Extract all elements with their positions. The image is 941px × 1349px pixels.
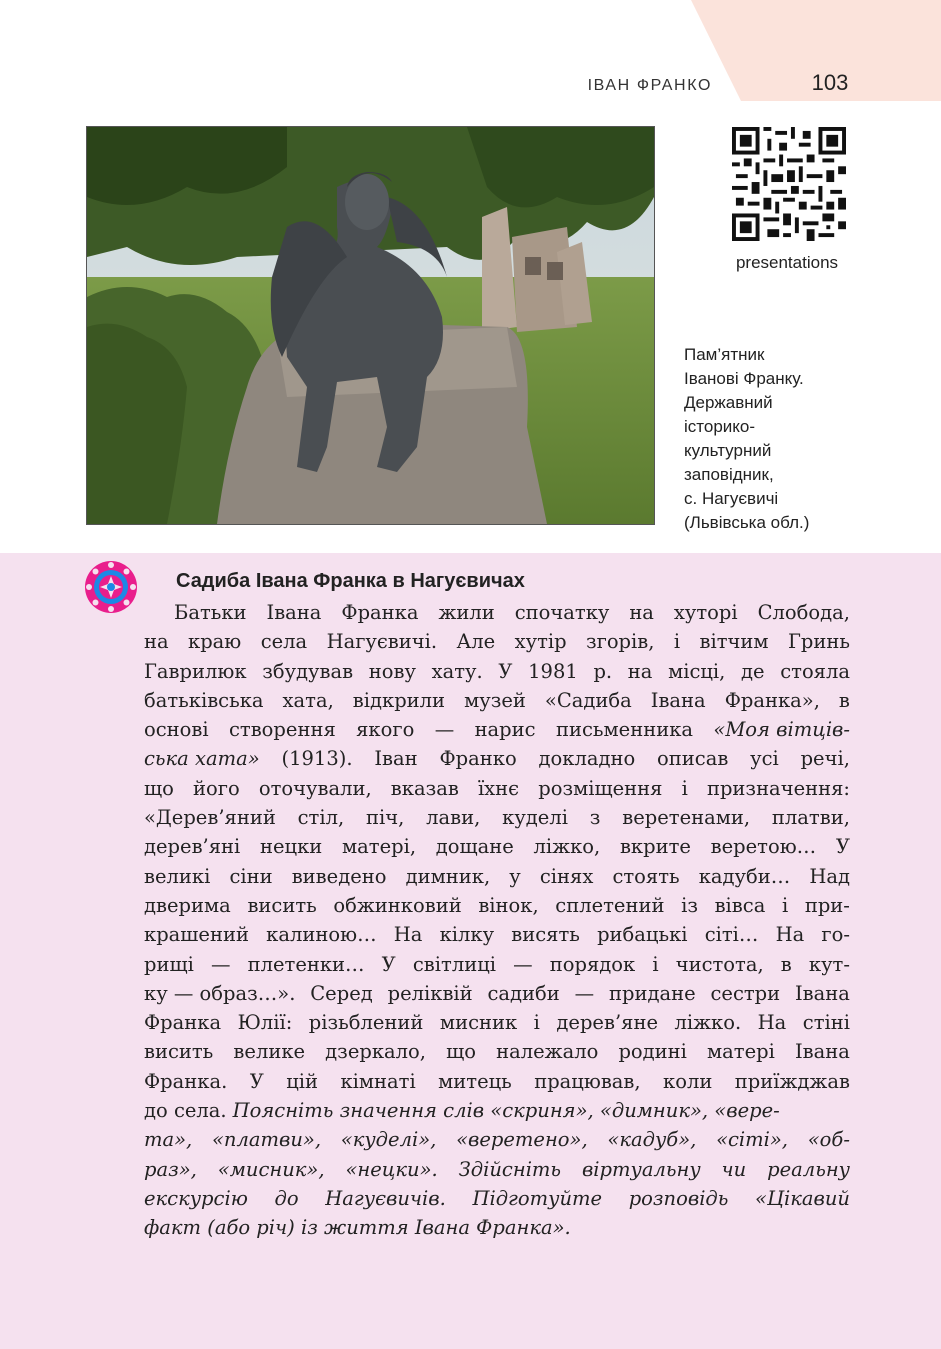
text-word: виведено bbox=[291, 864, 387, 888]
text-word: родині bbox=[618, 1040, 687, 1064]
text-word: На bbox=[775, 923, 805, 947]
text-word: куделі bbox=[502, 806, 568, 830]
text-line bbox=[144, 1213, 850, 1242]
text-word: екскурсію bbox=[144, 1186, 248, 1210]
text-word: створення bbox=[229, 718, 336, 742]
text-line bbox=[144, 1008, 850, 1037]
text-word: Поясніть значення слів «скриня», «димник», «вере- bbox=[232, 1099, 780, 1123]
text-word: музей bbox=[464, 688, 526, 712]
text-word: в bbox=[838, 688, 850, 712]
text-word: дерев’яні bbox=[144, 835, 241, 859]
text-line bbox=[144, 715, 850, 744]
text-word: обжинковий bbox=[333, 893, 462, 917]
text-line bbox=[144, 774, 850, 803]
text-word: раз», bbox=[144, 1157, 197, 1181]
text-word: відкрили bbox=[352, 688, 446, 712]
monument-photo bbox=[86, 126, 655, 525]
text-word: належало bbox=[496, 1040, 599, 1064]
text-word: — bbox=[574, 981, 595, 1005]
text-word: «Цікавий bbox=[755, 1186, 850, 1210]
running-head: ІВАН ФРАНКО bbox=[587, 77, 712, 94]
text-word: вінок, bbox=[478, 893, 539, 917]
text-word: речі, bbox=[800, 747, 850, 771]
text-word: Нагуєвичі. bbox=[326, 630, 438, 654]
text-word: нецки bbox=[260, 835, 323, 859]
caption-line: заповідник, bbox=[684, 465, 774, 484]
text-word: «Садиба bbox=[544, 688, 632, 712]
text-word: У bbox=[498, 659, 513, 683]
caption-line: с. Нагуєвичі bbox=[684, 489, 779, 508]
text-word: — bbox=[210, 952, 231, 976]
text-word: «мисник», bbox=[217, 1157, 325, 1181]
text-word: «сіті», bbox=[716, 1128, 789, 1152]
text-word: 1981 bbox=[528, 659, 578, 683]
text-word: Над bbox=[809, 864, 850, 888]
text-word: згорів, bbox=[585, 630, 655, 654]
text-word: сіни bbox=[229, 864, 273, 888]
text-word: велике bbox=[233, 1040, 306, 1064]
text-word: стіл, bbox=[297, 806, 345, 830]
text-word: розповідь bbox=[628, 1186, 729, 1210]
text-word: — bbox=[434, 718, 455, 742]
text-word: Здійсніть bbox=[458, 1157, 562, 1181]
text-word: і bbox=[652, 952, 659, 976]
qr-label: presentations bbox=[735, 253, 839, 272]
text-word: місці, bbox=[668, 659, 726, 683]
text-word: цій bbox=[286, 1069, 319, 1093]
text-word: сіті… bbox=[704, 923, 759, 947]
text-word: вітчим bbox=[699, 630, 769, 654]
text-line bbox=[144, 920, 850, 949]
text-line bbox=[144, 657, 850, 686]
text-word: коли bbox=[663, 1069, 713, 1093]
text-word: та», bbox=[144, 1128, 193, 1152]
text-word: У bbox=[381, 952, 396, 976]
text-word: садиби bbox=[487, 981, 560, 1005]
text-word: стіні bbox=[802, 1011, 850, 1035]
page-number: 103 bbox=[811, 70, 849, 95]
text-word: реальну bbox=[767, 1157, 850, 1181]
text-word: У bbox=[835, 835, 850, 859]
text-word: веретенами, bbox=[622, 806, 751, 830]
text-word: го- bbox=[821, 923, 850, 947]
text-word: світлиці bbox=[412, 952, 496, 976]
text-word: матері bbox=[707, 1040, 775, 1064]
text-word: митець bbox=[438, 1069, 512, 1093]
text-word: Франка. bbox=[144, 1069, 228, 1093]
text-word: якого bbox=[356, 718, 415, 742]
text-word: у bbox=[509, 864, 521, 888]
text-word: хата, bbox=[282, 688, 334, 712]
text-word: На bbox=[757, 1011, 787, 1035]
text-line bbox=[144, 1067, 850, 1096]
text-word: Іван bbox=[374, 747, 418, 771]
text-line bbox=[144, 1125, 850, 1154]
text-word: дощане bbox=[435, 835, 514, 859]
text-line bbox=[144, 1037, 850, 1066]
qr-code[interactable] bbox=[732, 127, 846, 241]
text-word: дверима bbox=[144, 893, 231, 917]
text-word: ліжко, bbox=[533, 835, 601, 859]
text-word: «веретено», bbox=[456, 1128, 588, 1152]
text-word: димник, bbox=[405, 864, 491, 888]
text-word: рибацькі bbox=[597, 923, 688, 947]
text-word: із bbox=[681, 893, 698, 917]
text-word: (1913). bbox=[281, 747, 353, 771]
text-word: Нагуєвичів. bbox=[325, 1186, 446, 1210]
text-word: їхнє bbox=[477, 776, 520, 800]
text-line bbox=[144, 979, 850, 1008]
section-title: Садиба Івана Франка в Нагуєвичах bbox=[176, 570, 525, 592]
text-word: матері, bbox=[341, 835, 417, 859]
text-word: придане bbox=[608, 981, 696, 1005]
text-word: письменника bbox=[555, 718, 694, 742]
caption-line: Іванові Франку. bbox=[684, 369, 804, 388]
text-word: працював, bbox=[534, 1069, 641, 1093]
text-word: віртуальну bbox=[581, 1157, 701, 1181]
text-word: дерев’яне bbox=[556, 1011, 658, 1035]
text-word: стояла bbox=[780, 659, 850, 683]
text-word: Франка bbox=[341, 601, 419, 624]
qr-code-icon bbox=[732, 127, 846, 241]
mandala-icon bbox=[84, 560, 138, 614]
text-word: усі bbox=[750, 747, 779, 771]
text-word: На bbox=[393, 923, 423, 947]
text-word: сплетений bbox=[555, 893, 665, 917]
text-word: сестри bbox=[710, 981, 781, 1005]
text-word: плетенки… bbox=[247, 952, 365, 976]
text-word: «нецки». bbox=[345, 1157, 438, 1181]
text-word: порядок bbox=[549, 952, 636, 976]
text-word: Підготуйте bbox=[472, 1186, 603, 1210]
text-word: Гаврилюк bbox=[144, 659, 247, 683]
text-word: розміщення bbox=[538, 776, 663, 800]
text-word: докладно bbox=[538, 747, 636, 771]
text-word: до bbox=[274, 1186, 299, 1210]
text-word: Серед bbox=[310, 981, 373, 1005]
text-word: Франка bbox=[144, 1011, 222, 1035]
text-word: оточували, bbox=[258, 776, 372, 800]
monument-photo-illustration bbox=[87, 127, 654, 524]
caption-line: Пам’ятник bbox=[684, 345, 765, 364]
text-word: «Моя вітців- bbox=[713, 718, 850, 742]
text-word: і bbox=[781, 893, 789, 917]
text-word: калиною… bbox=[266, 923, 377, 947]
text-word: нову bbox=[368, 659, 416, 683]
text-word: ліжко. bbox=[674, 1011, 742, 1035]
text-word: вкрите bbox=[619, 835, 691, 859]
text-word: на bbox=[627, 659, 653, 683]
text-word: спочатку bbox=[514, 601, 610, 624]
text-word: У bbox=[249, 1069, 264, 1093]
text-word: дзеркало, bbox=[325, 1040, 426, 1064]
text-word: сінях bbox=[539, 864, 594, 888]
text-line bbox=[144, 1096, 850, 1125]
text-word: крашений bbox=[144, 923, 249, 947]
text-word: ська хата» bbox=[144, 747, 260, 771]
text-word: Юлії: bbox=[237, 1011, 293, 1035]
text-word: Івана bbox=[794, 1040, 850, 1064]
text-word: різьблений bbox=[308, 1011, 424, 1035]
text-line bbox=[144, 950, 850, 979]
text-line bbox=[144, 1184, 850, 1213]
text-word: факт (або річ) із життя Івана Франка». bbox=[144, 1216, 571, 1240]
text-line bbox=[144, 744, 850, 773]
text-word: призначення: bbox=[706, 776, 850, 800]
text-word: платви, bbox=[771, 806, 850, 830]
text-word: в bbox=[780, 952, 792, 976]
text-word: «Дерев’яний bbox=[144, 806, 276, 830]
text-line bbox=[144, 862, 850, 891]
text-word: кімнаті bbox=[340, 1069, 416, 1093]
text-word: з bbox=[589, 806, 601, 830]
text-word: лави, bbox=[426, 806, 481, 830]
text-word: що bbox=[446, 1040, 476, 1064]
text-word: описав bbox=[657, 747, 729, 771]
text-word: висять bbox=[511, 923, 580, 947]
photo-caption bbox=[684, 343, 924, 535]
text-word: хуторі bbox=[673, 601, 738, 624]
text-line bbox=[144, 686, 850, 715]
text-word: кілку bbox=[439, 923, 495, 947]
text-word: Слобода, bbox=[757, 601, 850, 624]
text-word: краю bbox=[188, 630, 242, 654]
text-word: великі bbox=[144, 864, 211, 888]
caption-line: історико- bbox=[684, 417, 756, 436]
text-word: Івана bbox=[266, 601, 322, 624]
text-word: Івана bbox=[794, 981, 850, 1005]
text-word: де bbox=[741, 659, 765, 683]
text-word: і bbox=[673, 630, 681, 654]
text-word: висить bbox=[247, 893, 317, 917]
text-word: ку — образ…». bbox=[144, 981, 296, 1005]
text-word: хутір bbox=[514, 630, 567, 654]
text-word: що bbox=[144, 776, 174, 800]
text-line bbox=[144, 627, 850, 656]
text-word: веретою… bbox=[710, 835, 817, 859]
text-word: на bbox=[629, 601, 654, 624]
text-word: Гринь bbox=[787, 630, 850, 654]
text-line bbox=[144, 598, 850, 627]
text-word: вівса bbox=[714, 893, 766, 917]
caption-line: Державний bbox=[684, 393, 773, 412]
text-line bbox=[144, 832, 850, 861]
text-word: батьківська bbox=[144, 688, 264, 712]
text-word: кадуби… bbox=[698, 864, 791, 888]
text-word: Франка», bbox=[724, 688, 820, 712]
text-word: Івана bbox=[650, 688, 706, 712]
caption-line: (Львівська обл.) bbox=[684, 513, 810, 532]
text-word: при- bbox=[804, 893, 850, 917]
text-word: Батьки bbox=[174, 601, 247, 624]
text-word: піч, bbox=[366, 806, 405, 830]
text-word: жили bbox=[438, 601, 495, 624]
text-line bbox=[144, 1155, 850, 1184]
text-word: Але bbox=[456, 630, 496, 654]
text-word: «платви», bbox=[211, 1128, 322, 1152]
text-word: села bbox=[260, 630, 308, 654]
text-word: кут- bbox=[808, 952, 850, 976]
text-word: рищі bbox=[144, 952, 194, 976]
text-word: реліквій bbox=[387, 981, 473, 1005]
text-line bbox=[144, 891, 850, 920]
text-word: його bbox=[193, 776, 240, 800]
text-word: чи bbox=[721, 1157, 747, 1181]
text-word: до села. bbox=[144, 1099, 227, 1123]
text-word: і bbox=[533, 1011, 540, 1035]
text-word: Франко bbox=[439, 747, 517, 771]
text-word: збудував bbox=[262, 659, 354, 683]
text-word: стоять bbox=[612, 864, 680, 888]
text-word: нарис bbox=[474, 718, 536, 742]
section-body bbox=[144, 598, 850, 1243]
text-word: хату. bbox=[431, 659, 483, 683]
text-word: «куделі», bbox=[340, 1128, 437, 1152]
text-word: і bbox=[681, 776, 688, 800]
text-word: вказав bbox=[390, 776, 459, 800]
text-word: мисник bbox=[439, 1011, 518, 1035]
text-word: висить bbox=[144, 1040, 214, 1064]
caption-line: культурний bbox=[684, 441, 772, 460]
text-line bbox=[144, 803, 850, 832]
text-word: — bbox=[513, 952, 533, 976]
text-word: чистота, bbox=[675, 952, 764, 976]
text-word: «об- bbox=[807, 1128, 850, 1152]
text-word: на bbox=[144, 630, 169, 654]
text-word: основі bbox=[144, 718, 209, 742]
text-word: р. bbox=[593, 659, 613, 683]
text-word: «кадуб», bbox=[607, 1128, 697, 1152]
text-word: приїжджав bbox=[734, 1069, 850, 1093]
